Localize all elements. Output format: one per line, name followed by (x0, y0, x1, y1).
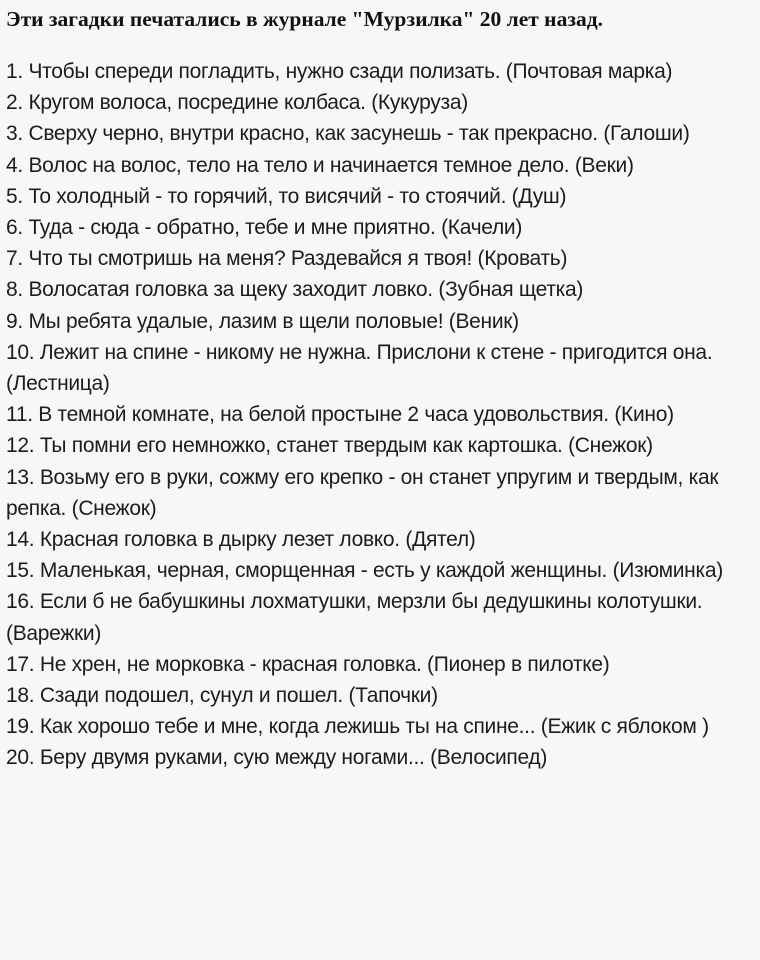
page-title: Эти загадки печатались в журнале "Мурзилка" 20 лет назад. (6, 7, 603, 31)
riddle-item-3: 3. Сверху черно, внутри красно, как засунешь - так прекрасно. (Галоши) (6, 122, 690, 146)
riddle-list (6, 56, 754, 774)
riddle-item-10: 10. Лежит на спине - никому не нужна. Прислони к стене - пригодится она.(Лестница) (6, 340, 713, 396)
riddle-item-15: 15. Маленькая, черная, сморщенная - есть у каждой женщины. (Изюминка) (6, 559, 723, 583)
riddle-item-12: 12. Ты помни его немножко, станет твердым как картошка. (Снежок) (6, 434, 653, 458)
riddle-item-4: 4. Волос на волос, тело на тело и начинается темное дело. (Веки) (6, 153, 634, 177)
riddle-item-7: 7. Что ты смотришь на меня? Раздевайся я твоя! (Кровать) (6, 247, 568, 271)
riddle-item-18: 18. Сзади подошел, сунул и пошел. (Тапочки) (6, 684, 438, 708)
riddle-item-5: 5. То холодный - то горячий, то висячий - то стоячий. (Душ) (6, 184, 567, 208)
riddle-item-2: 2. Кругом волоса, посредине колбаса. (Кукуруза) (6, 91, 468, 115)
riddle-item-20: 20. Беру двумя руками, сую между ногами... (Велосипед) (6, 746, 548, 770)
riddle-item-9: 9. Мы ребята удалые, лазим в щели половые! (Веник) (6, 309, 519, 333)
riddle-item-17: 17. Не хрен, не морковка - красная головка. (Пионер в пилотке) (6, 652, 610, 676)
riddle-item-1: 1. Чтобы спереди погладить, нужно сзади полизать. (Почтовая марка) (6, 60, 673, 83)
riddle-item-14: 14. Красная головка в дырку лезет ловко. (Дятел) (6, 528, 476, 552)
riddle-item-8: 8. Волосатая головка за щеку заходит ловко. (Зубная щетка) (6, 278, 584, 302)
riddle-item-19: 19. Как хорошо тебе и мне, когда лежишь ты на спине... (Ежик с яблоком ) (6, 715, 709, 739)
riddle-item-6: 6. Туда - сюда - обратно, тебе и мне приятно. (Качели) (6, 216, 523, 240)
riddle-item-13: 13. Возьму его в руки, сожму его крепко - он станет упругим и твердым, как репка. (Снежок) (6, 465, 719, 520)
riddle-item-16: 16. Если б не бабушкины лохматушки, мерзли бы дедушкины колотушки. (Варежки) (6, 590, 703, 645)
riddle-item-11: 11. В темной комнате, на белой простыне 2 часа удовольствия. (Кино) (6, 403, 674, 427)
